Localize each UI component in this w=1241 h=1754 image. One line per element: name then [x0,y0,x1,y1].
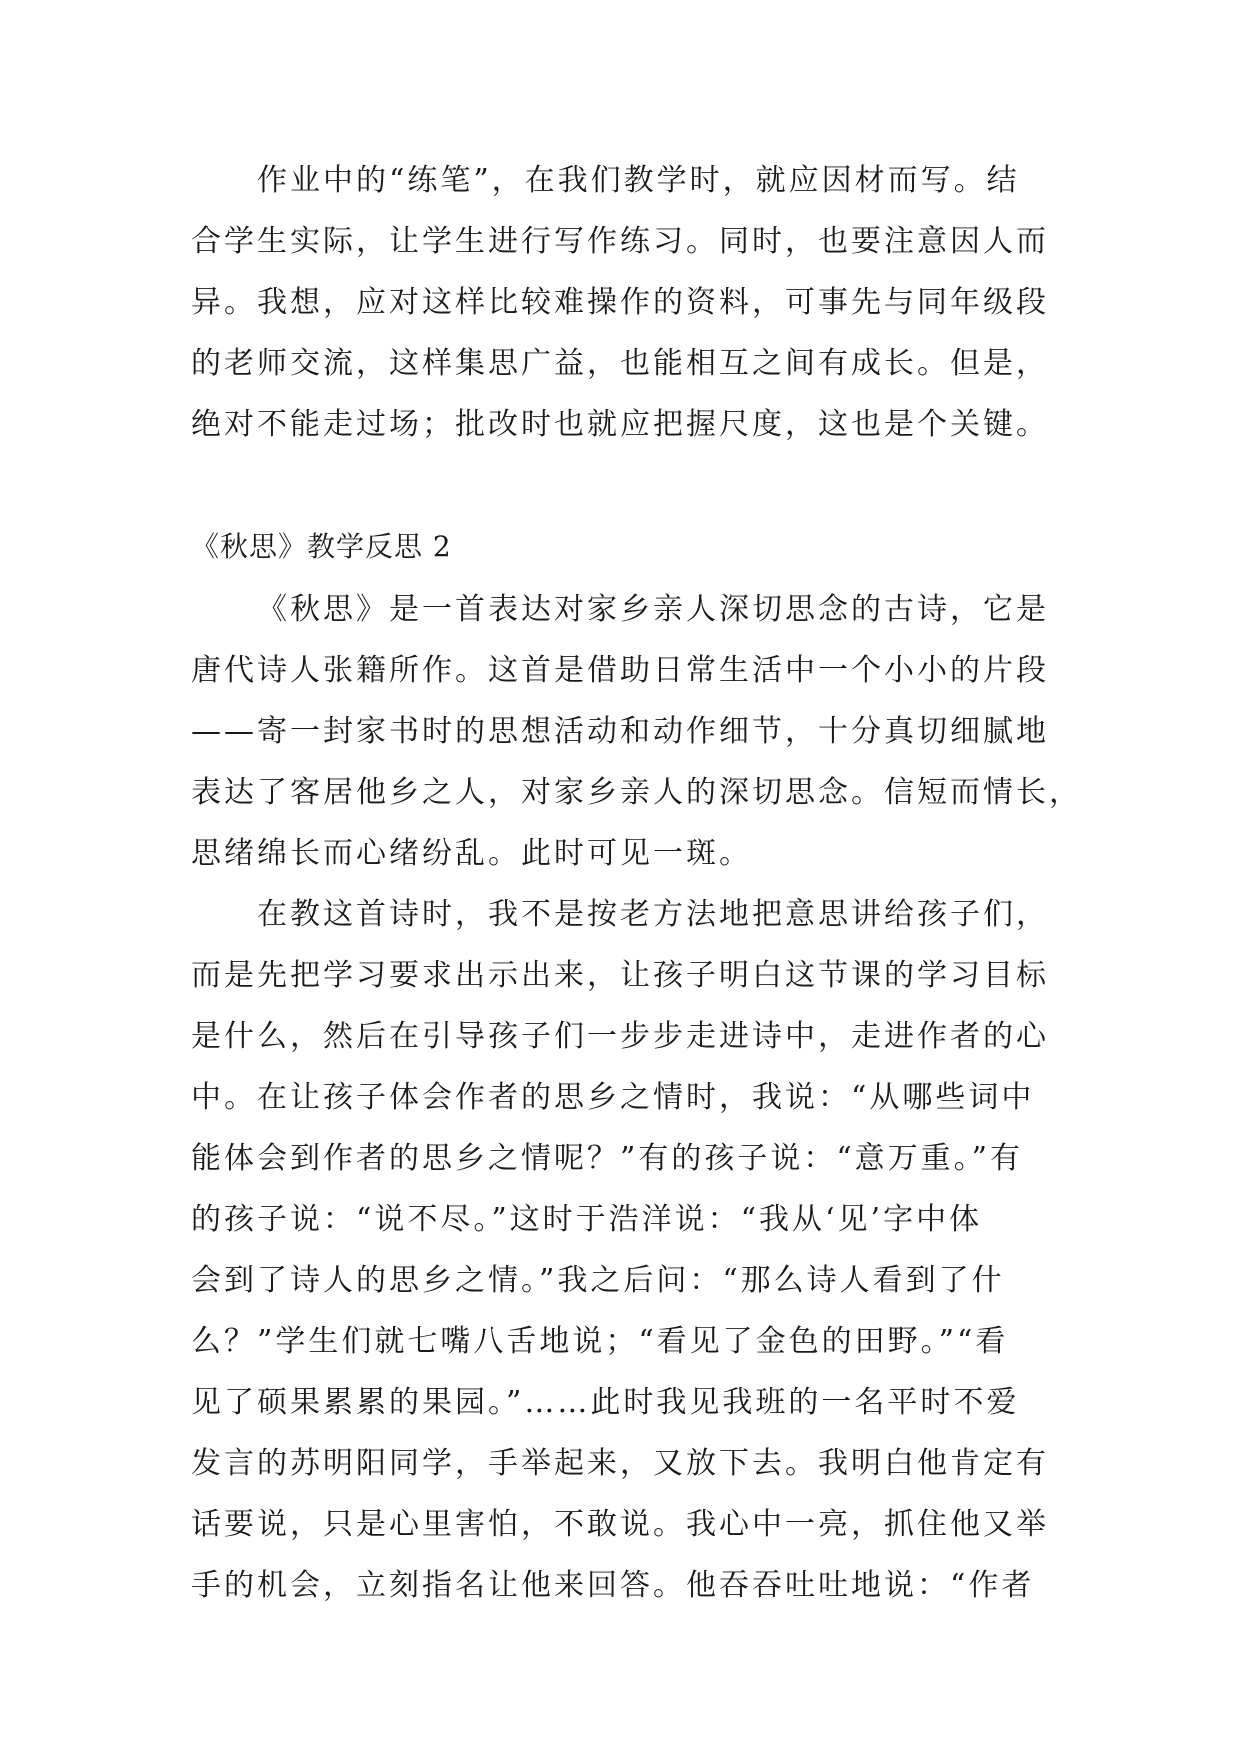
paragraph-section1 [191,150,1051,455]
text-line: 异。我想，应对这样比较难操作的资料，可事先与同年级段 [191,285,1049,320]
document-page [191,150,1082,1616]
text-line: 么？”学生们就七嘴八舌地说；“看见了金色的田野。”“看 [191,1324,1009,1359]
text-line: 见了硕果累累的果园。”……此时我见我班的一名平时不爱 [191,1385,1020,1420]
text-line: 是什么，然后在引导孩子们一步步走进诗中，走进作者的心 [191,1019,1049,1054]
text-line: ——寄一封家书时的思想活动和动作细节，十分真切细腻地 [191,714,1049,749]
text-line: 发言的苏明阳同学，手举起来，又放下去。我明白他肯定有 [191,1446,1049,1481]
text-line: 的老师交流，这样集思广益，也能相互之间有成长。但是， [191,346,1049,381]
text-line: 而是先把学习要求出示出来，让孩子明白这节课的学习目标 [191,958,1049,993]
section-heading: 《秋思》教学反思 2 [191,530,452,563]
text-line: 表达了客居他乡之人，对家乡亲人的深切思念。信短而情长， [191,775,1082,810]
text-line: 思绪绵长而心绪纷乱。此时可见一斑。 [191,836,752,871]
text-line: 话要说，只是心里害怕，不敢说。我心中一亮，抓住他又举 [191,1507,1049,1542]
text-line: 《秋思》是一首表达对家乡亲人深切思念的古诗，它是 [257,592,1049,627]
text-line: 中。在让孩子体会作者的思乡之情时，我说：“从哪些词中 [191,1080,1035,1115]
text-line: 唐代诗人张籍所作。这首是借助日常生活中一个小小的片段 [191,653,1049,688]
text-line: 能体会到作者的思乡之情呢？”有的孩子说：“意万重。”有 [191,1141,1024,1176]
text-line: 在教这首诗时，我不是按老方法地把意思讲给孩子们， [257,897,1049,932]
text-line: 合学生实际，让学生进行写作练习。同时，也要注意因人而 [191,224,1049,259]
text-line: 的孩子说：“说不尽。”这时于浩洋说：“我从‘见’字中体 [191,1202,983,1237]
text-line: 会到了诗人的思乡之情。”我之后问：“那么诗人看到了什 [191,1263,1005,1298]
paragraph-intro [191,579,1082,884]
paragraph-teaching [191,884,1051,1616]
text-line: 手的机会，立刻指名让他来回答。他吞吞吐吐地说：“作者 [191,1568,1035,1603]
text-line: 绝对不能走过场；批改时也就应把握尺度，这也是个关键。 [191,407,1049,442]
text-line: 作业中的“练笔”，在我们教学时，就应因材而写。结 [257,163,1020,198]
